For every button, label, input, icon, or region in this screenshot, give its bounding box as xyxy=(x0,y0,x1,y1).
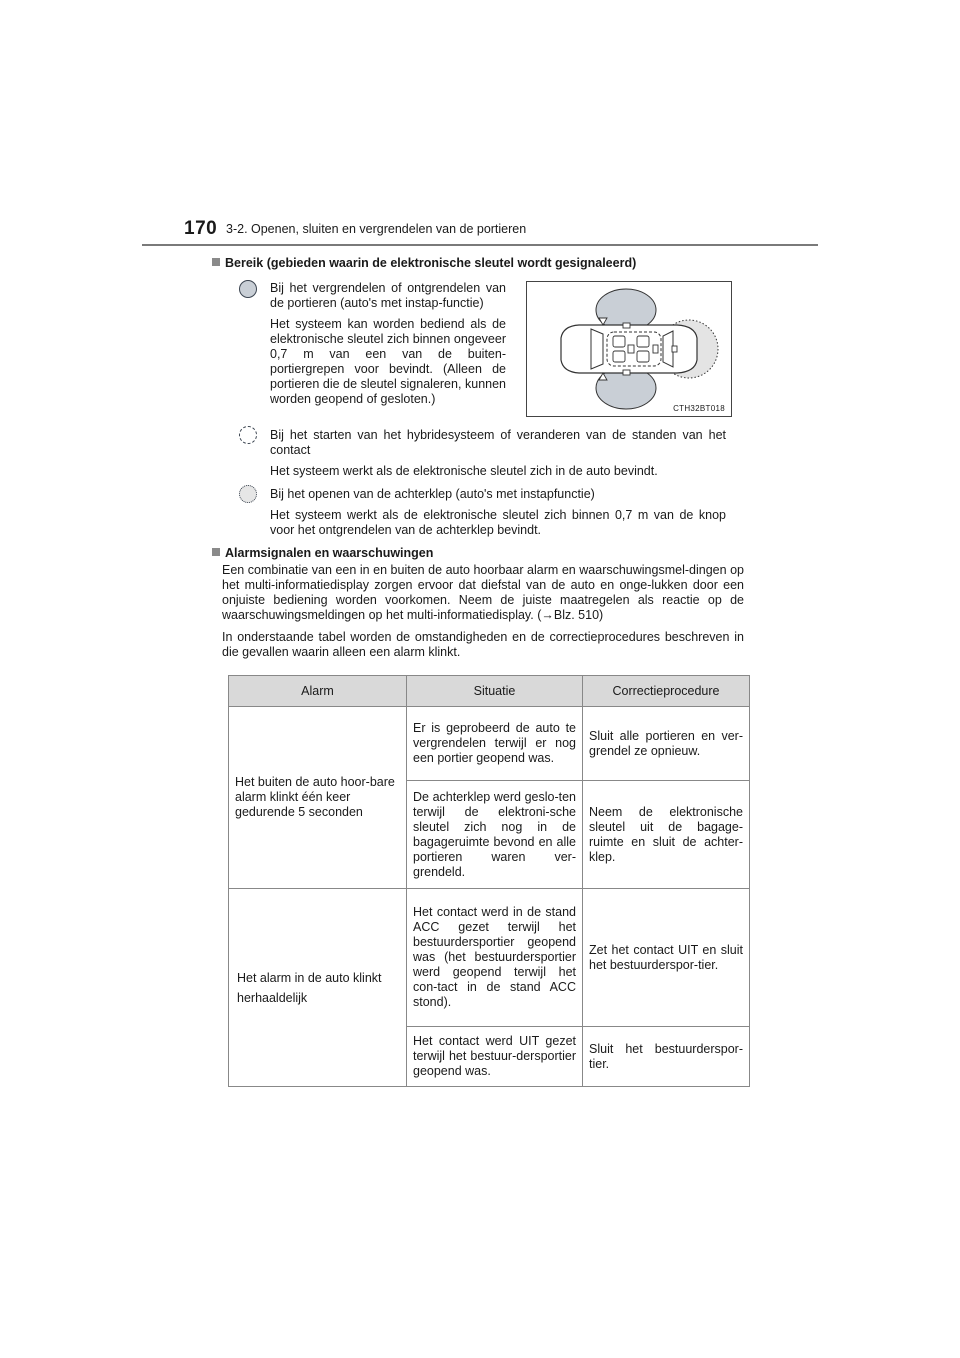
page-number: 170 xyxy=(184,218,218,239)
correction-cell: Sluit alle portieren en ver-grendel ze opnieuw. xyxy=(583,707,750,781)
range-item-body: Het systeem werkt als de elektronische sleutel zich binnen 0,7 m van de knop voor het ontgrendelen van de achterklep bevindt. xyxy=(270,508,726,537)
alarm-intro xyxy=(222,563,744,660)
column-header: Correctieprocedure xyxy=(583,676,750,707)
dashed-zone-icon xyxy=(239,426,257,444)
range-item-tailgate xyxy=(270,487,726,538)
table-header-row xyxy=(229,676,750,707)
section-title: 3-2. Openen, sluiten en vergrendelen van de portieren xyxy=(226,222,527,236)
table-row xyxy=(229,889,750,1027)
range-item-doors xyxy=(270,281,506,407)
range-item-body: Het systeem kan worden bediend als de elektronische sleutel zich binnen ongeveer 0,7 m van een van de buiten-portiergrepen voor bevindt. (Alleen de portieren die de sleutel signaleren, kunnen worden geopend of gesloten.) xyxy=(270,317,506,406)
figure-code: CTH32BT018 xyxy=(673,404,725,413)
dotted-zone-icon xyxy=(239,485,257,503)
range-item-title: Bij het openen van de achterklep (auto's met instapfunctie) xyxy=(270,487,595,501)
range-figure xyxy=(526,281,732,417)
alarm-paragraph: In onderstaande tabel worden de omstandigheden en de correctieprocedures beschreven in die gevallen waarin alleen een alarm klinkt. xyxy=(222,630,744,659)
car-top-view-diagram xyxy=(527,282,733,418)
column-header: Alarm xyxy=(229,676,407,707)
range-heading: Bereik (gebieden waarin de elektronische sleutel wordt gesignaleerd) xyxy=(212,256,636,270)
correction-cell: Neem de elektronische sleutel uit de bagage-ruimte en sluit de achter-klep. xyxy=(583,781,750,889)
column-header: Situatie xyxy=(407,676,583,707)
situation-cell: Er is geprobeerd de auto te vergrendelen terwijl er nog een portier geopend was. xyxy=(407,707,583,781)
bullet-square-icon xyxy=(212,548,220,556)
situation-cell: De achterklep werd geslo-ten terwijl de elektroni-sche sleutel zich nog in de bagageruimte bevond en alle portieren waren ver-grendeld. xyxy=(407,781,583,889)
situation-cell: Het contact werd UIT gezet terwijl het bestuur-dersportier geopend was. xyxy=(407,1027,583,1087)
situation-cell: Het contact werd in de stand ACC gezet terwijl het bestuurdersportier geopend was (het bestuurdersportier werd geopend terwijl het con-tact in de stand ACC stond). xyxy=(407,889,583,1027)
alarm-cell: Het buiten de auto hoor-bare alarm klinkt één keer gedurende 5 seconden xyxy=(229,707,407,889)
alarm-cell: Het alarm in de auto klinkt herhaaldelijk xyxy=(229,889,407,1087)
range-item-body: Het systeem werkt als de elektronische sleutel zich in de auto bevindt. xyxy=(270,464,658,478)
bullet-square-icon xyxy=(212,258,220,266)
solid-zone-icon xyxy=(239,280,257,298)
header-divider xyxy=(142,244,818,246)
correction-cell: Sluit het bestuurderspor-tier. xyxy=(583,1027,750,1087)
range-item-ignition xyxy=(270,428,726,479)
alarm-paragraph: Een combinatie van een in en buiten de auto hoorbaar alarm en waarschuwingsmel-dingen op het multi-informatiedisplay zorgen ervoor dat diefstal van de auto en onge-lukken door een onjuiste bediening worden voorkomen. Neem de juiste maatregelen als reactie op de waarschuwingsmeldingen op het multi-informatiedisplay. (→Blz. 510) xyxy=(222,563,744,622)
table-row xyxy=(229,707,750,781)
alarm-table xyxy=(228,675,750,1087)
range-item-title: Bij het starten van het hybridesysteem of veranderen van de standen van het contact xyxy=(270,428,726,457)
correction-cell: Zet het contact UIT en sluit het bestuurderspor-tier. xyxy=(583,889,750,1027)
range-item-title: Bij het vergrendelen of ontgrendelen van de portieren (auto's met instap-functie) xyxy=(270,281,506,310)
alarm-heading: Alarmsignalen en waarschuwingen xyxy=(212,546,433,560)
